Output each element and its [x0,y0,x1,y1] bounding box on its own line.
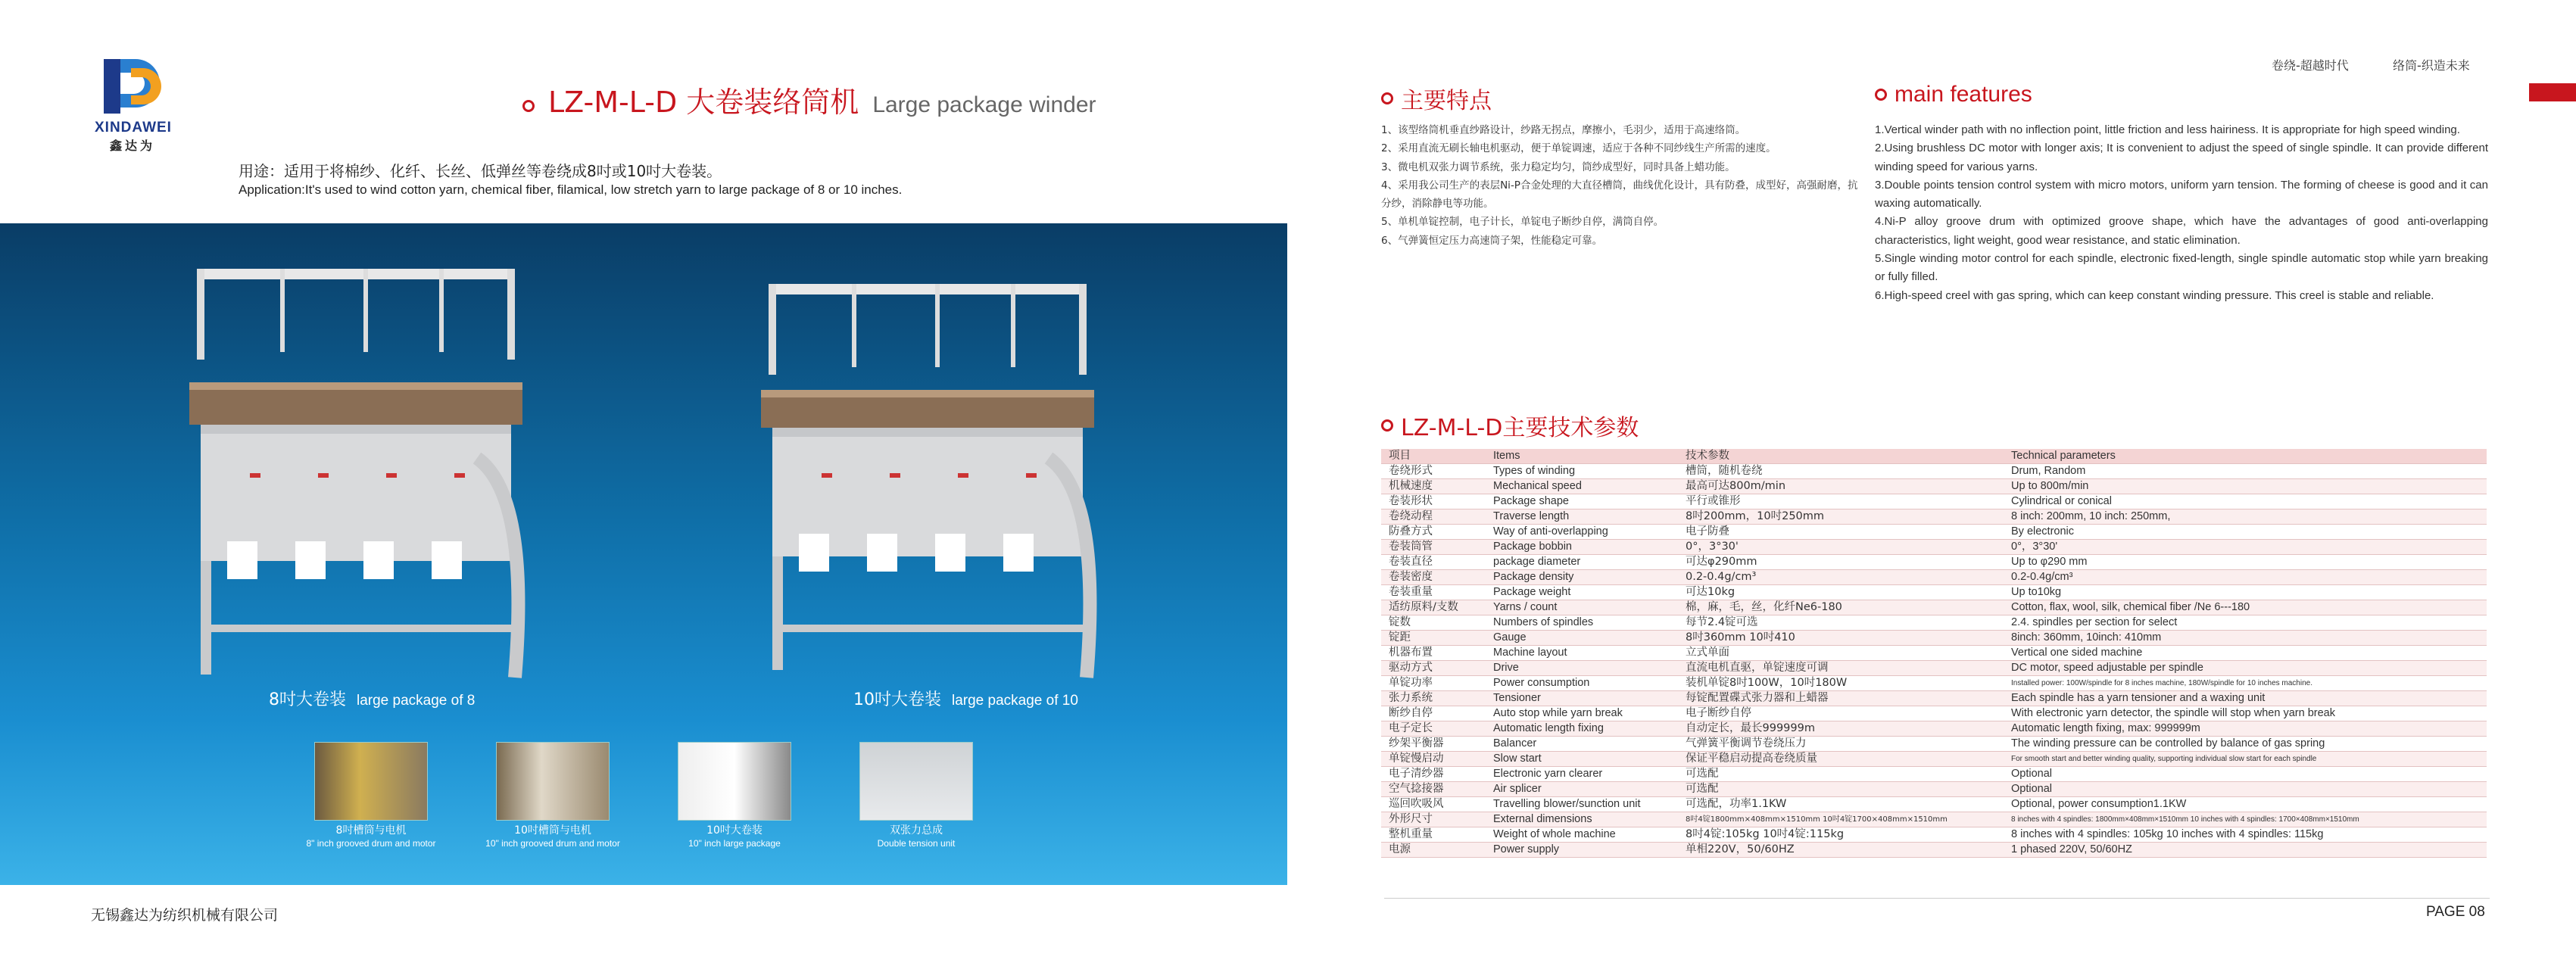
table-cell: Air splicer [1486,782,1678,797]
feature-en-item: 6.High-speed creel with gas spring, which can keep constant winding pressure. This creel is stable and reliable. [1875,288,2434,302]
title-en: Large package winder [872,92,1096,117]
table-cell: Power supply [1486,843,1678,858]
table-cell: 张力系统 [1381,691,1486,706]
table-cell: The winding pressure can be controlled by balance of gas spring [2004,737,2487,752]
table-cell: 机器布置 [1381,646,1486,661]
table-row [1381,525,2487,540]
table-row [1381,691,2487,706]
machine-caption-10: 10吋大卷装 large package of 10 [853,690,1078,709]
table-cell: Each spindle has a yarn tensioner and a waxing unit [2004,691,2487,706]
table-cell: 卷装形状 [1381,494,1486,509]
table-cell: 卷装重量 [1381,585,1486,600]
table-cell: 锭数 [1381,615,1486,631]
table-cell: 可选配 [1678,767,2004,782]
table-cell: Machine layout [1486,646,1678,661]
table-row [1381,843,2487,858]
table-row [1381,676,2487,691]
table-cell: 8吋200mm，10吋250mm [1678,509,2004,525]
table-row [1381,600,2487,615]
table-cell: 每锭配置碟式张力器和上蜡器 [1678,691,2004,706]
table-cell: 锭距 [1381,631,1486,646]
table-cell: Numbers of spindles [1486,615,1678,631]
header-cell: Items [1486,449,1678,464]
table-row [1381,812,2487,827]
product-photo-panel [0,223,1287,885]
feature-cn-item: 5、单机单锭控制，电子计长，单锭电子断纱自停，满筒自停。 [1381,216,1664,229]
thumb-10-large-package [678,742,791,821]
table-cell: 8 inches with 4 spindles: 105kg 10 inches with 4 spindles: 115kg [2004,827,2487,843]
table-cell: 0.2-0.4g/cm³ [2004,570,2487,585]
table-cell: Cotton, flax, wool, silk, chemical fiber /Ne 6---180 [2004,600,2487,615]
table-row [1381,782,2487,797]
table-row [1381,555,2487,570]
table-cell: Slow start [1486,752,1678,767]
slogan-2: 络筒-织造未来 [2393,58,2470,73]
header-cell: Technical parameters [2004,449,2487,464]
table-cell: Optional, power consumption1.1KW [2004,797,2487,812]
feature-en-item: 4.Ni-P alloy groove drum with optimized groove shape, which have the advantages of good anti-overlapping characteristics, light weight, good wear resistance, and static elimination. [1875,215,2488,247]
table-row [1381,646,2487,661]
table-cell: 8 inches with 4 spindles: 1800mm×408mm×1510mm 10 inches with 4 spindles: 1700×408mm×1510mm [2004,812,2487,827]
table-cell: 槽筒，随机卷绕 [1678,464,2004,479]
table-row [1381,509,2487,525]
table-cell: External dimensions [1486,812,1678,827]
table-cell: 防叠方式 [1381,525,1486,540]
page-title [522,79,1096,120]
table-cell: 整机重量 [1381,827,1486,843]
table-cell: 电子防叠 [1678,525,2004,540]
table-cell: 可选配 [1678,782,2004,797]
table-cell: 卷绕动程 [1381,509,1486,525]
footer-company: 无锡鑫达为纺织机械有限公司 [91,907,279,924]
table-row [1381,615,2487,631]
table-cell: 1 phased 220V, 50/60HZ [2004,843,2487,858]
table-cell: 单相220V，50/60HZ [1678,843,2004,858]
table-row [1381,797,2487,812]
spec-table-header [1381,449,2487,464]
brand-name-cn: 鑫达为 [109,139,155,153]
table-cell: 2.4. spindles per section for select [2004,615,2487,631]
brand-name-en: XINDAWEI [95,120,172,136]
feature-en-item: 1.Vertical winder path with no inflection point, little friction and less hairiness. It is appropriate for high speed winding. [1875,123,2460,136]
table-row [1381,721,2487,737]
table-cell: 适纺原料/支数 [1381,600,1486,615]
table-row [1381,767,2487,782]
table-cell: 最高可达800m/min [1678,479,2004,494]
table-cell: Travelling blower/sunction unit [1486,797,1678,812]
circle-bullet-icon [1381,92,1393,104]
table-cell: 卷装密度 [1381,570,1486,585]
feature-en-item: 2.Using brushless DC motor with longer axis; It is convenient to adjust the speed of single spindle. It can provide different winding speed for various yarns. [1875,142,2488,173]
winder-machine-10-image [746,284,1109,693]
table-cell: With electronic yarn detector, the spindle will stop when yarn break [2004,706,2487,721]
table-cell: 每节2.4锭可选 [1678,615,2004,631]
table-cell: 驱动方式 [1381,661,1486,676]
table-row [1381,631,2487,646]
table-cell: Weight of whole machine [1486,827,1678,843]
winder-machine-8-image [174,269,538,693]
table-cell: Way of anti-overlapping [1486,525,1678,540]
table-cell: Up to 800m/min [2004,479,2487,494]
features-cn-list [1381,121,1866,250]
thumb-caption-1: 8吋槽筒与电机 8" inch grooved drum and motor [306,824,436,849]
table-cell: 保证平稳启动提高卷绕质量 [1678,752,2004,767]
table-cell: 巡回吹吸风 [1381,797,1486,812]
table-cell: 0°，3°30' [2004,540,2487,555]
table-cell: Vertical one sided machine [2004,646,2487,661]
feature-cn-item: 3、微电机双张力调节系统，张力稳定均匀，筒纱成型好，同时具备上蜡功能。 [1381,160,1736,173]
table-cell: Yarns / count [1486,600,1678,615]
xindawei-logo-icon [101,55,164,118]
table-cell: 单锭功率 [1381,676,1486,691]
table-cell: Up to10kg [2004,585,2487,600]
table-row [1381,464,2487,479]
table-cell: By electronic [2004,525,2487,540]
table-cell: 卷装直径 [1381,555,1486,570]
table-cell: Tensioner [1486,691,1678,706]
thumb-double-tension [859,742,973,821]
table-cell: Cylindrical or conical [2004,494,2487,509]
features-cn-heading: 主要特点 [1381,82,1492,115]
brand-logo [95,55,170,154]
table-cell: 自动定长，最长999999m [1678,721,2004,737]
table-cell: package diameter [1486,555,1678,570]
feature-cn-item: 6、气弹簧恒定压力高速筒子架，性能稳定可靠。 [1381,234,1603,247]
table-cell: 单锭慢启动 [1381,752,1486,767]
table-cell: Optional [2004,767,2487,782]
spec-table [1381,449,2487,858]
table-cell: 可选配，功率1.1KW [1678,797,2004,812]
thumb-caption-3: 10吋大卷装 10" inch large package [688,824,781,849]
table-cell: 卷装筒管 [1381,540,1486,555]
table-cell: Package density [1486,570,1678,585]
table-cell: Package shape [1486,494,1678,509]
table-cell: 0°，3°30' [1678,540,2004,555]
table-cell: 8吋360mm 10吋410 [1678,631,2004,646]
table-cell: 纱架平衡器 [1381,737,1486,752]
table-row [1381,737,2487,752]
feature-cn-item: 2、采用直流无刷长轴电机驱动，便于单锭调速，适应于各种不同纱线生产所需的速度。 [1381,142,1776,155]
thumb-10-drum-motor [496,742,610,821]
table-cell: Up to φ290 mm [2004,555,2487,570]
feature-cn-item: 1、该型络筒机垂直纱路设计，纱路无拐点，摩擦小，毛羽少，适用于高速络筒。 [1381,124,1746,136]
table-cell: 8 inch: 200mm, 10 inch: 250mm, [2004,509,2487,525]
table-row [1381,494,2487,509]
feature-en-item: 5.Single winding motor control for each spindle, electronic fixed-length, single spindle automatic stop while yarn breaking or fully filled. [1875,252,2488,284]
table-cell: 8inch: 360mm, 10inch: 410mm [2004,631,2487,646]
table-cell: 机械速度 [1381,479,1486,494]
table-cell: Automatic length fixing [1486,721,1678,737]
table-cell: Mechanical speed [1486,479,1678,494]
table-row [1381,479,2487,494]
table-row [1381,585,2487,600]
table-cell: 外形尺寸 [1381,812,1486,827]
features-en-heading: main features [1875,82,2032,108]
table-cell: 电源 [1381,843,1486,858]
table-row [1381,752,2487,767]
table-cell: 空气捻接器 [1381,782,1486,797]
table-cell: Optional [2004,782,2487,797]
table-cell: 断纱自停 [1381,706,1486,721]
table-cell: 8吋4锭:105kg 10吋4锭:115kg [1678,827,2004,843]
thumb-caption-4: 双张力总成 Double tension unit [877,824,956,849]
table-cell: Package bobbin [1486,540,1678,555]
table-cell: 0.2-0.4g/cm³ [1678,570,2004,585]
header-cell: 技术参数 [1678,449,2004,464]
usage-cn: 用途：适用于将棉纱、化纤、长丝、低弹丝等卷绕成8吋或10吋大卷装。 [239,162,722,180]
title-cn: LZ-M-L-D 大卷装络筒机 [548,86,859,119]
table-cell: 气弹簧平衡调节卷绕压力 [1678,737,2004,752]
table-cell: 电子清纱器 [1381,767,1486,782]
table-cell: 可达φ290mm [1678,555,2004,570]
table-cell: 电子断纱自停 [1678,706,2004,721]
circle-bullet-icon [522,100,535,112]
table-cell: Drum, Random [2004,464,2487,479]
header-cell: 项目 [1381,449,1486,464]
table-cell: Automatic length fixing, max: 999999m [2004,721,2487,737]
machine-caption-8: 8吋大卷装 large package of 8 [269,690,476,709]
thumb-caption-2: 10吋槽筒与电机 10" inch grooved drum and motor [485,824,620,849]
red-page-tab [2529,83,2576,101]
thumb-8-drum-motor [314,742,428,821]
spec-heading: LZ-M-L-D主要技术参数 [1381,409,1639,442]
table-cell: 可达10kg [1678,585,2004,600]
table-cell: Auto stop while yarn break [1486,706,1678,721]
table-cell: For smooth start and better winding quality, supporting individual slow start for each spindle [2004,752,2487,767]
table-cell: 棉，麻，毛，丝，化纤Ne6-180 [1678,600,2004,615]
usage-en: Application:It's used to wind cotton yarn, chemical fiber, filamical, low stretch yarn to large package of 8 or 10 inches. [239,182,903,197]
feature-en-item: 3.Double points tension control system with micro motors, uniform yarn tension. The forming of cheese is good and it can waxing automatically. [1875,178,2488,210]
table-cell: Power consumption [1486,676,1678,691]
circle-bullet-icon [1381,419,1393,432]
table-row [1381,661,2487,676]
table-cell: 卷绕形式 [1381,464,1486,479]
table-cell: Types of winding [1486,464,1678,479]
table-row [1381,706,2487,721]
table-cell: 平行或锥形 [1678,494,2004,509]
table-cell: Traverse length [1486,509,1678,525]
circle-bullet-icon [1875,89,1887,101]
slogan-1: 卷绕-超越时代 [2272,58,2349,73]
footer-divider [1384,898,2490,899]
table-cell: 立式单面 [1678,646,2004,661]
table-cell: Electronic yarn clearer [1486,767,1678,782]
table-row [1381,827,2487,843]
table-cell: 装机单锭8吋100W，10吋180W [1678,676,2004,691]
table-cell: Package weight [1486,585,1678,600]
table-cell: 电子定长 [1381,721,1486,737]
table-cell: Balancer [1486,737,1678,752]
table-cell: 直流电机直驱，单锭速度可调 [1678,661,2004,676]
features-en-list [1875,121,2488,305]
feature-cn-item: 4、采用我公司生产的表层Ni-P合金处理的大直径槽筒，曲线优化设计，具有防叠，成型好，高强耐磨，抗分纱，消除静电等功能。 [1381,179,1858,210]
table-cell: Gauge [1486,631,1678,646]
table-cell: Installed power: 100W/spindle for 8 inches machine, 180W/spindle for 10 inches machine. [2004,676,2487,691]
page-number: PAGE 08 [2426,904,2485,920]
table-row [1381,540,2487,555]
table-row [1381,570,2487,585]
table-cell: Drive [1486,661,1678,676]
table-cell: DC motor, speed adjustable per spindle [2004,661,2487,676]
table-cell: 8吋4锭1800mm×408mm×1510mm 10吋4锭1700×408mm×1510mm [1678,812,2004,827]
